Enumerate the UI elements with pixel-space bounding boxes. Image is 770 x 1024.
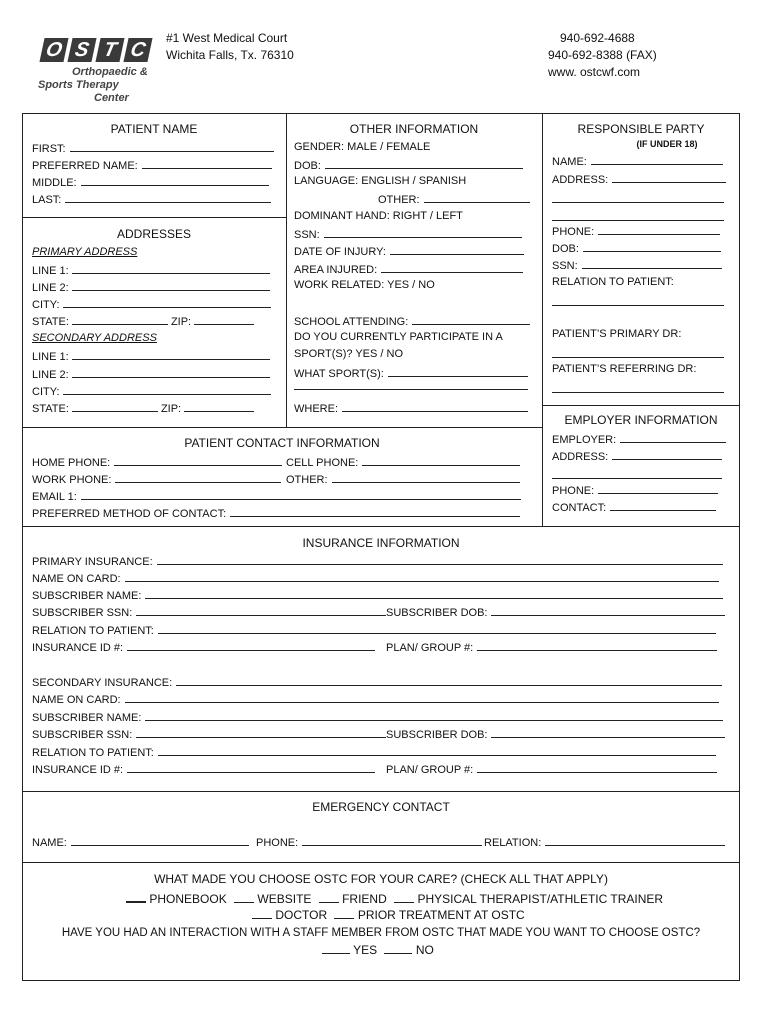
primary-insurance-field[interactable] bbox=[157, 554, 723, 565]
area-injured-row bbox=[294, 262, 523, 277]
relation-to-patient-label: RELATION TO PATIENT: bbox=[552, 276, 674, 288]
language-option[interactable]: LANGUAGE: ENGLISH / SPANISH bbox=[294, 175, 467, 187]
field-label: PLAN/ GROUP #: bbox=[386, 642, 474, 654]
responsible-address-extra[interactable] bbox=[552, 220, 724, 221]
staff-interaction-options bbox=[322, 943, 434, 957]
date-of-injury-field[interactable] bbox=[390, 244, 524, 255]
field-label: NAME: bbox=[32, 837, 67, 849]
secondary-insurance-row bbox=[32, 675, 722, 690]
referring-dr-field[interactable] bbox=[552, 392, 724, 393]
friend-checkbox[interactable] bbox=[319, 892, 339, 903]
divider bbox=[22, 427, 542, 428]
primary-name-on-card-row bbox=[32, 571, 719, 586]
primary-city-field[interactable] bbox=[63, 297, 271, 308]
responsible-name-row bbox=[552, 154, 723, 169]
secondary-subscriber-ssn-row bbox=[32, 727, 386, 742]
section-title-patient-name: PATIENT NAME bbox=[110, 122, 198, 136]
section-title-employer: EMPLOYER INFORMATION bbox=[564, 413, 718, 427]
secondary-line2-field[interactable] bbox=[72, 367, 270, 378]
choose-options-row2 bbox=[252, 908, 525, 922]
responsible-ssn-row bbox=[552, 258, 722, 273]
employer-address-field[interactable] bbox=[612, 449, 722, 460]
field-label: SCHOOL ATTENDING: bbox=[294, 316, 409, 328]
other-language-field[interactable] bbox=[424, 192, 530, 203]
staff-interaction-question: HAVE YOU HAD AN INTERACTION WITH A STAFF MEMBER FROM OSTC THAT MADE YOU WANT TO CHOOSE OSTC? bbox=[61, 927, 701, 939]
field-label: SUBSCRIBER NAME: bbox=[32, 712, 142, 724]
field-label: CITY: bbox=[32, 299, 60, 311]
employer-address-extra[interactable] bbox=[552, 478, 722, 479]
employer-address-row bbox=[552, 449, 722, 464]
field-label: INSURANCE ID #: bbox=[32, 764, 124, 776]
field-label: DATE OF INJURY: bbox=[294, 246, 386, 258]
field-label: MIDDLE: bbox=[32, 177, 77, 189]
field-label: FIRST: bbox=[32, 143, 66, 155]
cell-phone-field[interactable] bbox=[362, 455, 520, 466]
gender-option[interactable]: GENDER: MALE / FEMALE bbox=[294, 141, 431, 153]
field-label: DOB: bbox=[552, 243, 579, 255]
responsible-dob-row bbox=[552, 241, 721, 256]
prior-treatment-checkbox[interactable] bbox=[334, 908, 354, 919]
secondary-line1-field[interactable] bbox=[72, 349, 270, 360]
clinic-website: www. ostcwf.com bbox=[548, 65, 641, 79]
email-field[interactable] bbox=[81, 489, 521, 500]
work-phone-field[interactable] bbox=[115, 472, 281, 483]
primary-dr-field[interactable] bbox=[552, 357, 724, 358]
date-of-injury-row bbox=[294, 244, 524, 259]
field-label: SUBSCRIBER NAME: bbox=[32, 590, 142, 602]
what-sport-row bbox=[294, 366, 528, 381]
primary-state-row bbox=[32, 314, 254, 329]
emergency-relation-row bbox=[484, 835, 725, 850]
field-label: PHONE: bbox=[256, 837, 299, 849]
ssn-field[interactable] bbox=[324, 227, 522, 238]
sport-question: DO YOU CURRENTLY PARTICIPATE IN A bbox=[294, 331, 503, 343]
field-label: AREA INJURED: bbox=[294, 264, 378, 276]
primary-city-row bbox=[32, 297, 271, 312]
secondary-city-field[interactable] bbox=[63, 384, 271, 395]
logo-letter: S bbox=[67, 38, 96, 62]
responsible-address-field[interactable] bbox=[612, 172, 726, 183]
option-label: NO bbox=[415, 943, 434, 957]
where-row bbox=[294, 401, 528, 416]
field-label: ZIP: bbox=[160, 403, 182, 415]
primary-subscriber-name-row bbox=[32, 588, 723, 603]
field-label: SSN: bbox=[552, 260, 578, 272]
first-name-row bbox=[32, 141, 274, 156]
field-label: NAME ON CARD: bbox=[32, 573, 121, 585]
cell-phone-row bbox=[286, 455, 520, 470]
secondary-insurance-id-row bbox=[32, 762, 375, 777]
responsible-dob-field[interactable] bbox=[583, 241, 721, 252]
primary-address-label: PRIMARY ADDRESS bbox=[32, 246, 138, 258]
secondary-subscriber-ssn-field[interactable] bbox=[136, 727, 386, 738]
doctor-checkbox[interactable] bbox=[252, 908, 272, 919]
field-label: PHONE: bbox=[552, 226, 595, 238]
primary-insurance-row bbox=[32, 554, 723, 569]
secondary-state-row bbox=[32, 401, 254, 416]
emergency-phone-row bbox=[256, 835, 482, 850]
primary-subscriber-name-field[interactable] bbox=[145, 588, 723, 599]
preferred-name-field[interactable] bbox=[142, 158, 272, 169]
section-title-responsible-party: RESPONSIBLE PARTY bbox=[577, 122, 705, 136]
employer-phone-field[interactable] bbox=[598, 483, 718, 494]
secondary-address-label: SECONDARY ADDRESS bbox=[32, 332, 157, 344]
logo-line: Center bbox=[94, 92, 129, 104]
primary-relation-field[interactable] bbox=[158, 623, 716, 634]
sport-option[interactable]: SPORT(S)? YES / NO bbox=[294, 348, 404, 360]
preferred-name-row bbox=[32, 158, 272, 173]
home-phone-row bbox=[32, 455, 282, 470]
ssn-row bbox=[294, 227, 522, 242]
logo bbox=[36, 34, 156, 106]
field-label: ADDRESS: bbox=[552, 451, 609, 463]
other-language-row bbox=[378, 192, 530, 207]
work-related-option[interactable]: WORK RELATED: YES / NO bbox=[294, 279, 435, 291]
primary-line2-field[interactable] bbox=[72, 280, 270, 291]
other-contact-field[interactable] bbox=[332, 472, 520, 483]
field-label: ADDRESS: bbox=[552, 174, 609, 186]
primary-plan-field[interactable] bbox=[477, 640, 717, 651]
school-attending-row bbox=[294, 314, 530, 329]
primary-subscriber-ssn-field[interactable] bbox=[136, 605, 386, 616]
field-label: RELATION TO PATIENT: bbox=[32, 625, 154, 637]
divider bbox=[22, 217, 286, 218]
therapist-checkbox[interactable] bbox=[394, 892, 414, 903]
field-label: WHERE: bbox=[294, 403, 338, 415]
section-title-emergency: EMERGENCY CONTACT bbox=[312, 800, 450, 814]
field-label: EMPLOYER: bbox=[552, 434, 617, 446]
divider bbox=[22, 526, 740, 527]
primary-line2-row bbox=[32, 280, 270, 295]
responsible-address-extra[interactable] bbox=[552, 202, 724, 203]
divider bbox=[22, 791, 740, 792]
secondary-subscriber-name-field[interactable] bbox=[145, 710, 723, 721]
primary-zip-field[interactable] bbox=[194, 314, 254, 325]
field-label: SUBSCRIBER DOB: bbox=[386, 729, 488, 741]
primary-plan-row bbox=[386, 640, 717, 655]
email-row bbox=[32, 489, 521, 504]
middle-name-field[interactable] bbox=[81, 175, 269, 186]
field-label: PREFERRED METHOD OF CONTACT: bbox=[32, 508, 227, 520]
responsible-subtitle: (IF UNDER 18) bbox=[636, 139, 698, 149]
field-label: RELATION TO PATIENT: bbox=[32, 747, 154, 759]
employer-phone-row bbox=[552, 483, 718, 498]
secondary-name-on-card-field[interactable] bbox=[125, 692, 719, 703]
middle-name-row bbox=[32, 175, 269, 190]
clinic-address-line1: #1 West Medical Court bbox=[166, 31, 288, 45]
field-label: LINE 2: bbox=[32, 282, 69, 294]
what-sport-field-extra[interactable] bbox=[294, 389, 528, 390]
secondary-subscriber-dob-row bbox=[386, 727, 725, 742]
field-label: OTHER: bbox=[286, 474, 328, 486]
primary-insurance-id-field[interactable] bbox=[127, 640, 375, 651]
where-field[interactable] bbox=[342, 401, 528, 412]
secondary-state-field[interactable] bbox=[72, 401, 158, 412]
logo-line: Orthopaedic & bbox=[72, 66, 148, 78]
option-label: FRIEND bbox=[342, 892, 387, 906]
school-attending-field[interactable] bbox=[412, 314, 530, 325]
option-label: WEBSITE bbox=[257, 892, 312, 906]
option-label: PHONEBOOK bbox=[149, 892, 227, 906]
field-label: DOB: bbox=[294, 160, 321, 172]
employer-field[interactable] bbox=[620, 432, 726, 443]
field-label: STATE: bbox=[32, 316, 69, 328]
field-label: LINE 1: bbox=[32, 351, 69, 363]
responsible-phone-field[interactable] bbox=[598, 224, 720, 235]
emergency-relation-field[interactable] bbox=[545, 835, 725, 846]
field-label: CITY: bbox=[32, 386, 60, 398]
field-label: OTHER: bbox=[378, 194, 420, 206]
primary-relation-row bbox=[32, 623, 716, 638]
primary-dr-label: PATIENT’S PRIMARY DR: bbox=[552, 328, 682, 340]
last-name-field[interactable] bbox=[65, 192, 271, 203]
secondary-zip-field[interactable] bbox=[184, 401, 254, 412]
primary-subscriber-dob-row bbox=[386, 605, 725, 620]
phonebook-checkbox[interactable] bbox=[126, 891, 146, 903]
employer-row bbox=[552, 432, 726, 447]
secondary-relation-row bbox=[32, 745, 716, 760]
logo-letter: C bbox=[123, 38, 152, 62]
section-title-insurance: INSURANCE INFORMATION bbox=[302, 536, 460, 550]
website-checkbox[interactable] bbox=[234, 892, 254, 903]
field-label: CELL PHONE: bbox=[286, 457, 359, 469]
primary-line1-field[interactable] bbox=[72, 263, 270, 274]
field-label: SUBSCRIBER DOB: bbox=[386, 607, 488, 619]
secondary-relation-field[interactable] bbox=[158, 745, 716, 756]
preferred-contact-row bbox=[32, 506, 520, 521]
option-label: YES bbox=[353, 943, 378, 957]
primary-state-field[interactable] bbox=[72, 314, 168, 325]
section-title-patient-contact: PATIENT CONTACT INFORMATION bbox=[184, 436, 380, 450]
divider bbox=[22, 862, 740, 863]
field-label: LAST: bbox=[32, 194, 62, 206]
dominant-hand-option[interactable]: DOMINANT HAND: RIGHT / LEFT bbox=[294, 210, 463, 222]
field-label: LINE 1: bbox=[32, 265, 69, 277]
field-label: HOME PHONE: bbox=[32, 457, 111, 469]
dob-row bbox=[294, 158, 523, 173]
secondary-line2-row bbox=[32, 367, 270, 382]
section-title-addresses: ADDRESSES bbox=[116, 227, 192, 241]
home-phone-field[interactable] bbox=[114, 455, 282, 466]
first-name-field[interactable] bbox=[70, 141, 274, 152]
field-label: SECONDARY INSURANCE: bbox=[32, 677, 173, 689]
logo-letter: T bbox=[95, 38, 124, 62]
secondary-subscriber-name-row bbox=[32, 710, 723, 725]
relation-to-patient-field[interactable] bbox=[552, 305, 724, 306]
section-title-other-information: OTHER INFORMATION bbox=[349, 122, 479, 136]
primary-subscriber-dob-field[interactable] bbox=[491, 605, 725, 616]
field-label: RELATION: bbox=[484, 837, 542, 849]
primary-subscriber-ssn-row bbox=[32, 605, 386, 620]
primary-insurance-id-row bbox=[32, 640, 375, 655]
responsible-ssn-field[interactable] bbox=[582, 258, 722, 269]
secondary-city-row bbox=[32, 384, 271, 399]
work-phone-row bbox=[32, 472, 281, 487]
responsible-address-row bbox=[552, 172, 726, 187]
field-label: WORK PHONE: bbox=[32, 474, 112, 486]
other-contact-row bbox=[286, 472, 520, 487]
field-label: SSN: bbox=[294, 229, 320, 241]
field-label: NAME: bbox=[552, 156, 587, 168]
primary-name-on-card-field[interactable] bbox=[125, 571, 719, 582]
what-sport-field[interactable] bbox=[388, 366, 528, 377]
clinic-address-line2: Wichita Falls, Tx. 76310 bbox=[166, 48, 294, 62]
field-label: STATE: bbox=[32, 403, 69, 415]
emergency-name-row bbox=[32, 835, 249, 850]
secondary-line1-row bbox=[32, 349, 270, 364]
option-label: DOCTOR bbox=[275, 908, 328, 922]
field-label: INSURANCE ID #: bbox=[32, 642, 124, 654]
yes-checkbox[interactable] bbox=[322, 943, 350, 954]
primary-line1-row bbox=[32, 263, 270, 278]
field-label: ZIP: bbox=[170, 316, 192, 328]
secondary-plan-row bbox=[386, 762, 717, 777]
secondary-insurance-id-field[interactable] bbox=[127, 762, 375, 773]
employer-contact-field[interactable] bbox=[610, 500, 716, 511]
field-label: WHAT SPORT(S): bbox=[294, 368, 384, 380]
secondary-subscriber-dob-field[interactable] bbox=[491, 727, 725, 738]
field-label: NAME ON CARD: bbox=[32, 694, 121, 706]
clinic-fax: 940-692-8388 (FAX) bbox=[548, 48, 657, 62]
option-label: PHYSICAL THERAPIST/ATHLETIC TRAINER bbox=[417, 892, 664, 906]
secondary-plan-field[interactable] bbox=[477, 762, 717, 773]
referring-dr-label: PATIENT’S REFERRING DR: bbox=[552, 363, 697, 375]
responsible-name-field[interactable] bbox=[591, 154, 723, 165]
field-label: PREFERRED NAME: bbox=[32, 160, 138, 172]
employer-contact-row bbox=[552, 500, 716, 515]
field-label: CONTACT: bbox=[552, 502, 607, 514]
choose-ostc-question: WHAT MADE YOU CHOOSE OSTC FOR YOUR CARE? (CHECK ALL THAT APPLY) bbox=[154, 872, 608, 886]
secondary-name-on-card-row bbox=[32, 692, 719, 707]
logo-letter: O bbox=[39, 38, 68, 62]
divider bbox=[542, 113, 543, 527]
secondary-insurance-field[interactable] bbox=[176, 675, 722, 686]
field-label: SUBSCRIBER SSN: bbox=[32, 729, 133, 741]
choose-options-row1 bbox=[126, 891, 663, 906]
emergency-phone-field[interactable] bbox=[302, 835, 482, 846]
field-label: PLAN/ GROUP #: bbox=[386, 764, 474, 776]
field-label: PRIMARY INSURANCE: bbox=[32, 556, 153, 568]
field-label: LINE 2: bbox=[32, 369, 69, 381]
responsible-phone-row bbox=[552, 224, 720, 239]
dob-field[interactable] bbox=[325, 158, 523, 169]
field-label: PHONE: bbox=[552, 485, 595, 497]
field-label: EMAIL 1: bbox=[32, 491, 77, 503]
preferred-contact-field[interactable] bbox=[230, 506, 520, 517]
emergency-name-field[interactable] bbox=[71, 835, 249, 846]
last-name-row bbox=[32, 192, 271, 207]
field-label: SUBSCRIBER SSN: bbox=[32, 607, 133, 619]
divider bbox=[286, 113, 287, 428]
divider bbox=[542, 405, 740, 406]
area-injured-field[interactable] bbox=[381, 262, 523, 273]
option-label: PRIOR TREATMENT AT OSTC bbox=[357, 908, 525, 922]
clinic-phone: 940-692-4688 bbox=[560, 31, 635, 45]
no-checkbox[interactable] bbox=[384, 943, 412, 954]
logo-line: Sports Therapy bbox=[38, 79, 119, 91]
